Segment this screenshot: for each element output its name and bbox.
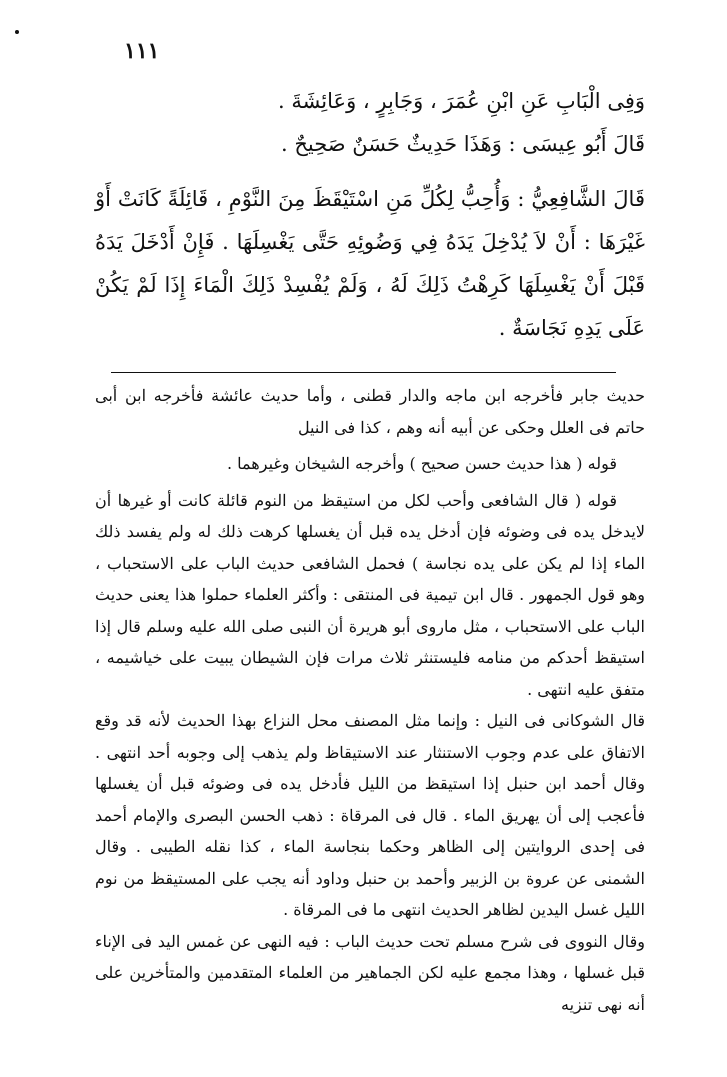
- commentary-shawkani: قال الشوكانى فى النيل : وإنما مثل المصنف محل النزاع بهذا الحديث لأنه قد وقع الاتفاق على عدم وجوب الاستنثار عند الاستيقاظ ولم يذهب إلى وجوبه أحد انتهى . وقال أحمد ابن حنبل إذا استيقظ من الليل فأدخل يده فى وضوئه قبل أن يغسلها فأعجب إلى أن يهريق الماء . قال فى المرقاة : ذهب الحسن البصرى والإمام أحمد فى إحدى الروايتين إلى الظاهر وحكما بنجاسة الماء ، كذا نقله الطيبى . وقال الشمنى عن عروة بن الزبير وأحمد بن حنبل وداود أنه يجب على المستيقظ من نوم الليل غسل اليدين لظاهر الحديث انتهى ما فى المرقاة .: [95, 711, 646, 919]
- commentary-shafii: قوله ( قال الشافعى وأحب لكل من استيقظ من النوم قائلة كانت أو غيرها أن لايدخل يده فى وضوئه فإن أدخل يده قبل أن يغسلها كرهت ذلك له ولم يفسد ذلك الماء إذا لم يكن على يده نجاسة ) فحمل الشافعى حديث الباب على الاستحباب ، وهو قول الجمهور . قال ابن تيمية فى المنتقى : وأكثر العلماء حملوا هذا يعنى حديث الباب على الاستحباب ، مثل ماروى أبو هريرة أن النبى صلى الله عليه وسلم قال إذا استيقظ أحدكم من منامه فليستنثر ثلاث مرات فإن الشيطان يبيت على خياشيمه ، متفق عليه انتهى .: [95, 490, 646, 699]
- shafii-statement: قَالَ الشَّافِعِيُّ : وَأُحِبُّ لِكُلِّ مَنِ اسْتَيْقَظَ مِنَ النَّوْمِ ، قَائِلَةً كَانَتْ أَوْ غَيْرَهَا : أَنْ لاَ يُدْخِلَ يَدَهُ فِي وَضُوئِهِ حَتَّى يَغْسِلَهَا . فَإِنْ أَدْخَلَ يَدَهُ قَبْلَ أَنْ يَغْسِلَهَا كَرِهْتُ ذَلِكَ لَهُ ، وَلَمْ يُفْسِدْ ذَلِكَ الْمَاءَ إِذَا لَمْ يَكُنْ عَلَى يَدِهِ نَجَاسَةٌ .: [95, 187, 645, 340]
- commentary-takhrij: حديث جابر فأخرجه ابن ماجه والدار قطنى ، وأما حديث عائشة فأخرجه ابن أبى حاتم فى العلل وحكى عن أبيه أنه وهم ، كذا فى النيل: [95, 386, 645, 437]
- commentary-text: [95, 380, 645, 1020]
- margin-dot: [15, 30, 19, 34]
- abu-isa-grading: قَالَ أَبُو عِيسَى : وَهَذَا حَدِيثٌ حَسَنٌ صَحِيحٌ .: [280, 132, 645, 156]
- footnote-divider: [111, 372, 616, 373]
- hadith-chapter-line: وَفِى الْبَابِ عَنِ ابْنِ عُمَرَ ، وَجَابِرٍ ، وَعَائِشَةَ .: [277, 89, 645, 113]
- commentary-grading: قوله ( هذا حديث حسن صحيح ) وأخرجه الشيخان وغيرهما .: [227, 454, 617, 473]
- commentary-nawawi: وقال النووى فى شرح مسلم تحت حديث الباب : فيه النهى عن غمس اليد فى الإناء قبل غسلها ، وهذا مجمع عليه لكن الجماهير من العلماء المتقدمين والمتأخرين على أنه نهى تنزيه: [95, 931, 645, 1014]
- page-number: ١١١: [124, 38, 160, 64]
- hadith-text: [95, 80, 645, 350]
